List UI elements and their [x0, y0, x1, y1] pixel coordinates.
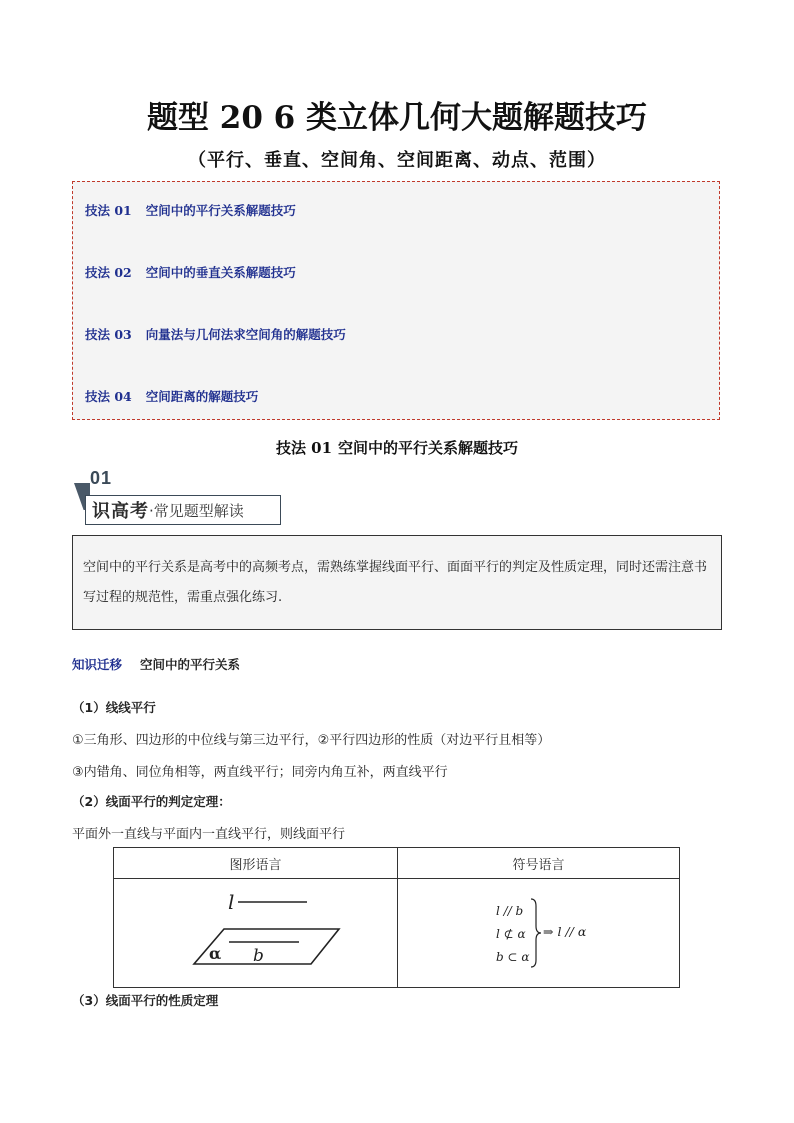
point-1-line-1: ①三角形、四边形的中位线与第三边平行，②平行四边形的性质（对边平行且相等） — [72, 733, 551, 748]
point-3-title: （3）线面平行的性质定理 — [72, 993, 219, 1008]
point-1-line-2: ③内错角、同位角相等，两直线平行；同旁内角互补，两直线平行 — [72, 765, 448, 780]
symbol-group — [398, 881, 679, 985]
line-plane-figure — [114, 879, 397, 983]
toc-box — [72, 181, 720, 420]
page-subtitle: （平行、垂直、空间角、空间距离、动点、范围） — [188, 150, 606, 171]
symbol-conclusion: ⇒ l // α — [543, 924, 587, 939]
figure-cell — [114, 879, 398, 988]
table-header-symbol: 符号语言 — [398, 848, 680, 879]
toc-code: 技法 03 — [85, 327, 132, 342]
line-label-b: b — [253, 946, 264, 966]
toc-code: 技法 01 — [85, 203, 132, 218]
knowledge-label: 知识迁移 — [72, 657, 123, 672]
toc-item[interactable] — [85, 201, 296, 219]
knowledge-heading — [72, 655, 240, 673]
point-1-title: （1）线线平行 — [72, 700, 156, 715]
section-heading — [0, 437, 794, 458]
toc-item[interactable] — [85, 263, 296, 281]
symbol-line-3: b ⊂ α — [496, 950, 530, 964]
theorem-table — [113, 847, 680, 988]
toc-text: 空间中的平行关系解题技巧 — [145, 203, 296, 218]
section-code: 技法 01 — [275, 439, 333, 457]
toc-code: 技法 04 — [85, 389, 132, 404]
section-text: 空间中的平行关系解题技巧 — [338, 439, 519, 457]
right-brace-icon — [530, 898, 542, 968]
toc-text: 空间中的垂直关系解题技巧 — [145, 265, 296, 280]
symbol-line-2: l ⊄ α — [496, 927, 526, 941]
page-title: 题型 20 6 类立体几何大题解题技巧 — [146, 100, 648, 136]
badge-main-text: 识高考 — [92, 501, 149, 522]
section-badge — [85, 495, 281, 525]
plane-label-alpha: α — [209, 944, 222, 963]
knowledge-text: 空间中的平行关系 — [140, 657, 241, 672]
summary-box — [72, 535, 722, 630]
summary-text: 空间中的平行关系是高考中的高频考点，需熟练掌握线面平行、面面平行的判定及性质定理，同时还需注意书写过程的规范性，需重点强化练习. — [83, 560, 708, 605]
symbol-lines — [496, 900, 529, 969]
toc-code: 技法 02 — [85, 265, 132, 280]
badge-sub-text: ·常见题型解读 — [149, 501, 244, 520]
toc-item[interactable] — [85, 387, 258, 405]
toc-item[interactable] — [85, 325, 346, 343]
symbol-line-1: l // b — [496, 904, 524, 918]
badge-number: 01 — [90, 468, 113, 488]
point-2-title: （2）线面平行的判定定理： — [72, 794, 231, 809]
symbol-cell — [398, 879, 680, 988]
point-2-text: 平面外一直线与平面内一直线平行，则线面平行 — [72, 827, 346, 842]
line-label-l: l — [228, 890, 235, 914]
toc-text: 向量法与几何法求空间角的解题技巧 — [145, 327, 346, 342]
table-header-figure: 图形语言 — [114, 848, 398, 879]
toc-text: 空间距离的解题技巧 — [145, 389, 259, 404]
